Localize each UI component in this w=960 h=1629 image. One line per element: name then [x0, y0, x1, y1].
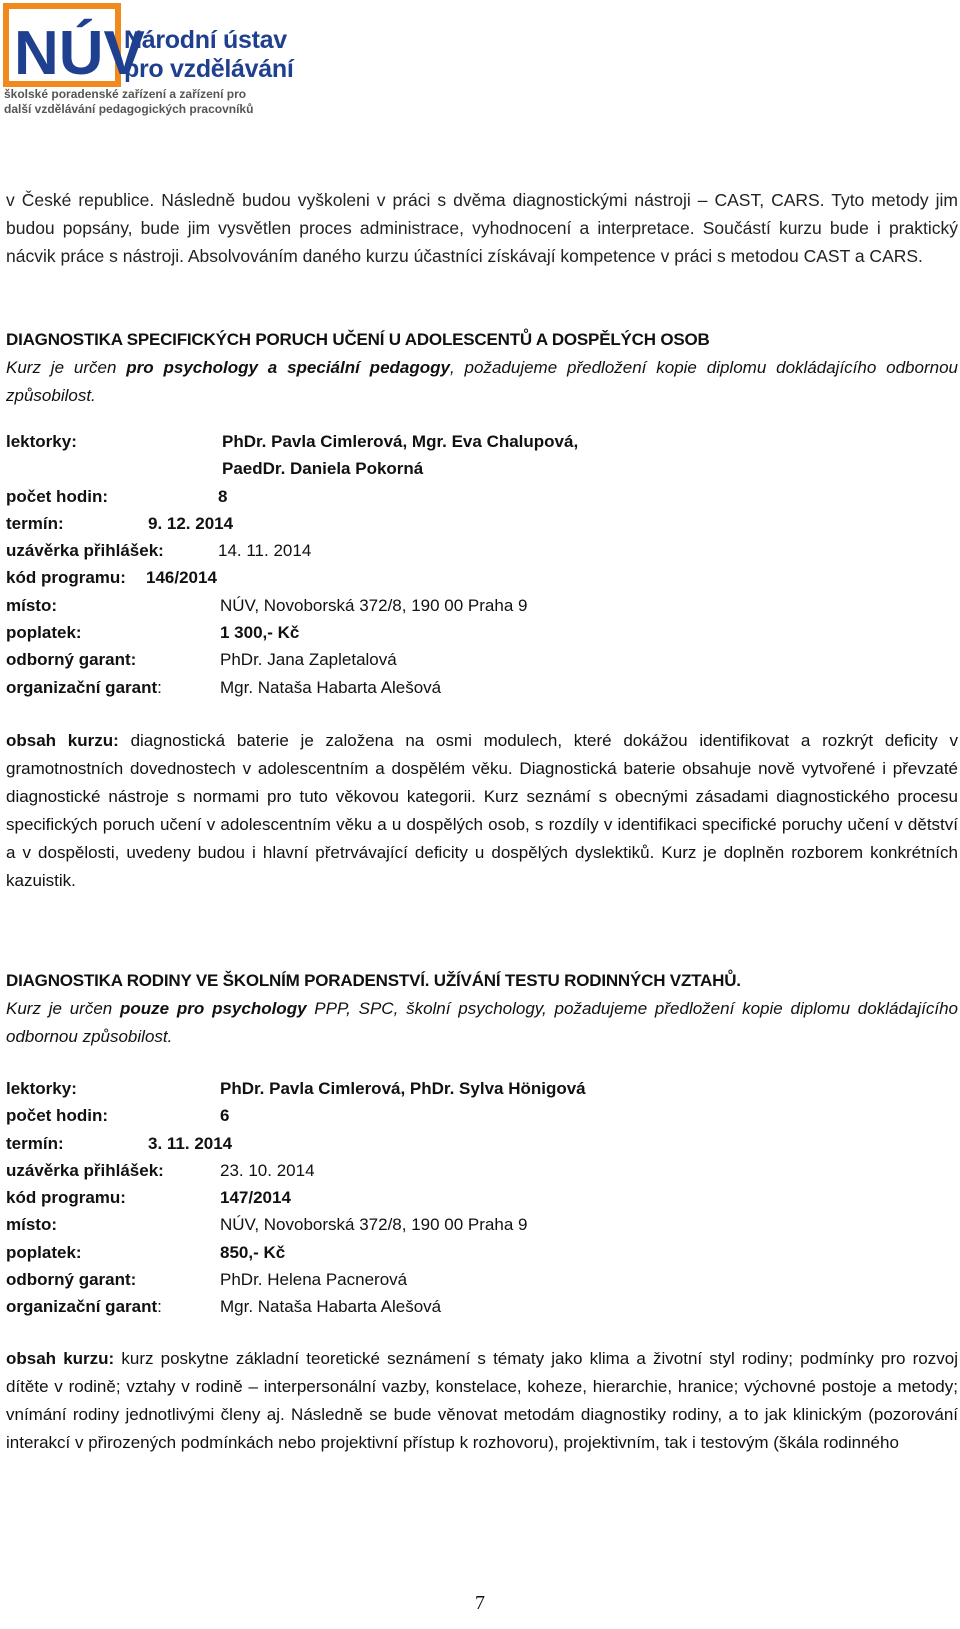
- note-suffix: PPP, SPC, školní psychology, požadujeme předložení kopie diplomu dokládajícího odbornou způsobilost.: [6, 998, 958, 1046]
- course-title: DIAGNOSTIKA SPECIFICKÝCH PORUCH UČENÍ U ADOLESCENTŮ A DOSPĚLÝCH OSOB: [6, 330, 710, 349]
- field-poplatek: [6, 1239, 958, 1266]
- field-kod-programu: [6, 1184, 958, 1211]
- field-value: PhDr. Pavla Cimlerová, PhDr. Sylva Hönigová: [220, 1078, 586, 1098]
- field-value: 3. 11. 2014: [148, 1133, 233, 1153]
- field-label-colon: :: [157, 677, 162, 697]
- description-label: obsah kurzu:: [6, 730, 119, 750]
- field-value: 8: [218, 486, 228, 506]
- field-odborny-garant: [6, 646, 958, 673]
- field-label: termín:: [6, 1133, 64, 1153]
- logo-title-line1: Národní ústav: [124, 26, 287, 54]
- field-label: kód programu:: [6, 568, 126, 588]
- intro-paragraph: v České republice. Následně budou vyškoleni v práci s dvěma diagnostickými nástroji – CAST, CARS. Tyto metody jim budou popsány, bude jim vysvětlen proces administrace, vyhodnocení a interpretace. Součástí kurzu bude i praktický nácvik práce s nástroji. Absolvováním daného kurzu účastníci získávají kompetence v práci s metodou CAST a CARS.: [6, 190, 958, 266]
- field-termin: [6, 1130, 958, 1157]
- field-label: uzávěrka přihlášek:: [6, 541, 164, 561]
- field-label: lektorky:: [6, 432, 77, 451]
- course-audience-note: [6, 995, 958, 1051]
- field-pocet-hodin: [6, 1102, 958, 1129]
- course-details: [6, 428, 958, 701]
- field-value: PaedDr. Daniela Pokorná: [222, 459, 424, 479]
- field-label-colon: :: [157, 1297, 162, 1317]
- course-details: [6, 1075, 958, 1321]
- field-label: místo:: [6, 1215, 57, 1235]
- field-label: odborný garant:: [6, 650, 137, 670]
- course-section-1: [6, 326, 958, 895]
- field-label: počet hodin:: [6, 1106, 108, 1126]
- field-value: 23. 10. 2014: [220, 1160, 315, 1180]
- field-kod-programu: [6, 564, 958, 591]
- course-audience-note: [6, 354, 958, 410]
- field-label: uzávěrka přihlášek:: [6, 1160, 164, 1180]
- field-lektorky-cont: [6, 455, 958, 482]
- field-value: 147/2014: [220, 1188, 291, 1208]
- field-label: odborný garant:: [6, 1270, 137, 1290]
- description-label: obsah kurzu:: [6, 1348, 115, 1368]
- field-misto: [6, 592, 958, 619]
- field-lektorky: [6, 1075, 958, 1102]
- field-organizacni-garant: [6, 674, 958, 701]
- field-value: NÚV, Novoborská 372/8, 190 00 Praha 9: [220, 1215, 528, 1235]
- field-label: lektorky:: [6, 1078, 77, 1098]
- field-label: organizační garant: [6, 677, 158, 697]
- field-label: poplatek:: [6, 1242, 82, 1262]
- course-section-2: [6, 967, 958, 1457]
- note-audience: pro psychology a speciální pedagogy: [126, 358, 450, 377]
- field-value: NÚV, Novoborská 372/8, 190 00 Praha 9: [220, 595, 528, 615]
- course-description: [6, 727, 958, 895]
- field-pocet-hodin: [6, 483, 958, 510]
- field-lektorky: [6, 428, 958, 455]
- field-value: 1 300,- Kč: [220, 623, 300, 643]
- field-value: 14. 11. 2014: [218, 541, 312, 561]
- logo-letters: NÚV: [14, 19, 145, 88]
- note-suffix: , požadujeme předložení kopie diplomu dokládajícího odbornou způsobilost.: [6, 358, 958, 405]
- field-uzaverka: [6, 1157, 958, 1184]
- field-termin: [6, 510, 958, 537]
- field-value: 6: [220, 1106, 230, 1126]
- field-odborny-garant: [6, 1266, 958, 1293]
- field-uzaverka: [6, 537, 958, 564]
- logo-subtitle: [4, 87, 304, 117]
- field-value: PhDr. Jana Zapletalová: [220, 650, 397, 670]
- course-description: [6, 1345, 958, 1457]
- page-number: 7: [475, 1592, 485, 1614]
- field-value: PhDr. Pavla Cimlerová, Mgr. Eva Chalupová,: [222, 432, 579, 451]
- field-label: místo:: [6, 595, 57, 615]
- field-value: Mgr. Nataša Habarta Alešová: [220, 677, 442, 697]
- course-title: DIAGNOSTIKA RODINY VE ŠKOLNÍM PORADENSTVÍ. UŽÍVÁNÍ TESTU RODINNÝCH VZTAHŮ.: [6, 970, 741, 990]
- field-label: poplatek:: [6, 623, 82, 643]
- field-value: Mgr. Nataša Habarta Alešová: [220, 1297, 442, 1317]
- logo-subtitle-line1: školské poradenské zařízení a zařízení pro: [4, 87, 247, 101]
- nuv-logo: [4, 2, 304, 122]
- logo-title-line2: pro vzdělávání: [124, 55, 294, 83]
- logo-title: [124, 26, 293, 84]
- field-value: 146/2014: [146, 568, 217, 588]
- field-label: počet hodin:: [6, 486, 108, 506]
- logo-subtitle-line2: další vzdělávání pedagogických pracovníků: [4, 102, 254, 116]
- field-organizacni-garant: [6, 1293, 958, 1320]
- field-value: PhDr. Helena Pacnerová: [220, 1270, 408, 1290]
- note-prefix: Kurz je určen: [6, 358, 127, 377]
- nuv-logo-mark: [4, 2, 145, 88]
- field-value: 9. 12. 2014: [148, 513, 234, 533]
- description-text: diagnostická baterie je založena na osmi modulech, které dokážou identifikovat a rozkrýt deficity v gramotnostních dovednostech v adolescentním a dospělém věku. Diagnostická baterie obsahuje nově vytvořené i převzaté diagnostické nástroje s normami pro tuto věkovou kategorii. Kurz seznámí s obecnými zásadami diagnostického procesu specifických poruch učení v adolescentním věku a u dospělých osob, s rozdíly v identifikaci specifické poruchy učení v dětství a v dospělosti, uvedeny budou i hlavní přetrvávající deficity u dospělých dyslektiků. Kurz je doplněn rozborem konkrétních kazuistik.: [6, 730, 958, 890]
- note-prefix: Kurz je určen: [6, 998, 121, 1018]
- document-body: [6, 186, 958, 1457]
- field-value: 850,- Kč: [220, 1242, 286, 1262]
- field-misto: [6, 1211, 958, 1238]
- note-audience: pouze pro psychology: [120, 998, 307, 1018]
- field-label: termín:: [6, 513, 64, 533]
- description-text: kurz poskytne základní teoretické seznámení s tématy jako klima a životní styl rodiny; podmínky pro rozvoj dítěte v rodině; vztahy v rodině – interpersonální vazby, konstelace, koheze, hierarchie, hranice; výchovné postoje a metody; vnímání rodiny jednotlivými členy aj. Následně se bude věnovat metodám diagnostiky rodiny, a to jak klinickým (pozorování interakcí v přirozených podmínkách nebo projektivní přístup k rozhovoru), projektivním, tak i testovým (škála rodinného: [6, 1348, 958, 1452]
- field-poplatek: [6, 619, 958, 646]
- field-label: organizační garant: [6, 1297, 158, 1317]
- field-label: kód programu:: [6, 1188, 126, 1208]
